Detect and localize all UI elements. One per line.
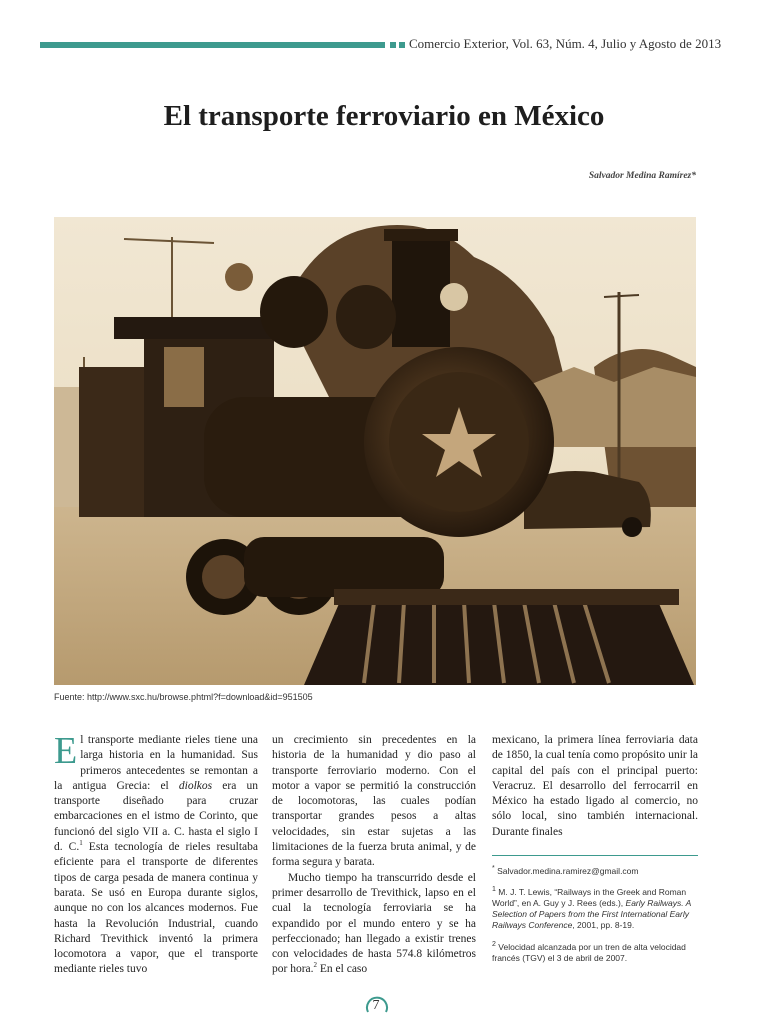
paragraph: un crecimiento sin precedentes en la historia de la humanidad y dio paso al transporte ferroviario moderno. Con el motor a vapor se permitió la construcción de locomotoras, las cuales podían transportar grandes pesos a altas velocidades, sin estar sujetas a las limitaciones de la fuerza bruta animal, y de forma segura y barata. bbox=[272, 734, 476, 869]
footnote-author-email: * Salvador.medina.ramirez@gmail.com bbox=[492, 865, 639, 876]
photo-credit: Fuente: http://www.sxc.hu/browse.phtml?f=download&id=951505 bbox=[54, 692, 313, 702]
header-rule bbox=[40, 42, 385, 48]
page-number: 7 bbox=[372, 998, 380, 1013]
paragraph: Mucho tiempo ha transcurrido desde el primer desarrollo de Trevithick, lapso en el cual la tecnología ferroviaria se ha expandido por el mundo entero y se ha perfeccionado; han llegado a existir trenes con velocidades de hasta 574.8 kilómetros por hora.$^2$ En el caso bbox=[272, 871, 476, 976]
drop-cap: E bbox=[54, 730, 78, 772]
body-column-2 bbox=[272, 733, 476, 978]
footnote-divider bbox=[492, 855, 698, 856]
body-column-3 bbox=[492, 733, 698, 840]
journal-citation: Comercio Exterior, Vol. 63, Núm. 4, Julio y Agosto de 2013 bbox=[409, 36, 722, 51]
header-square bbox=[390, 42, 396, 48]
footnote-ref[interactable]: 1 bbox=[79, 839, 83, 848]
intro-paragraph: El transporte mediante rieles tiene una larga historia en la humanidad. Sus primeros antecedentes se remontan a la antigua Grecia: el diolkos era un transporte diseñado para cruzar embarcaciones en el istmo de Corinto, que funcionó del siglo VII a. C. hasta el siglo I d. C.$^1$ Esta tecnología de rieles resultaba eficiente para el transporte de diferentes tipos de carga pesada de manera continua y barata. Se usó en Europa durante siglos, aunque no con los alcances modernos. Fue hasta la Revolución Industrial, cuando Richard Trevithick inventó la primera locomotora a vapor, que el transporte mediante rieles tuvo bbox=[54, 730, 258, 976]
article-author: Salvador Medina Ramírez* bbox=[588, 171, 696, 181]
body-column-1 bbox=[54, 730, 258, 978]
locomotive-photo bbox=[54, 217, 696, 685]
article-title: El transporte ferroviario en México bbox=[163, 100, 605, 132]
header-square bbox=[399, 42, 405, 48]
paragraph: mexicano, la primera línea ferroviaria data de 1850, la cual tenía como propósito unir la capital del país con el principal puerto: Veracruz. El desarrollo del ferrocarril en México ha estado ligado al comercio, no sólo local, sino también internacional. Durante finales bbox=[492, 734, 698, 838]
footnote-2: $^2$ Velocidad alcanzada por un tren de alta velocidad francés (TGV) el 3 de abril de 2007. bbox=[492, 941, 686, 963]
footnote-1: $^1$ M. J. T. Lewis, “Railways in the Greek and Roman World”, en A. Guy y J. Rees (eds.), Early Railways. A Selection of Papers from the First International Early Railways Conference, 2001, pp. 8-19. bbox=[492, 886, 692, 930]
footnote-ref[interactable]: 2 bbox=[313, 961, 318, 970]
